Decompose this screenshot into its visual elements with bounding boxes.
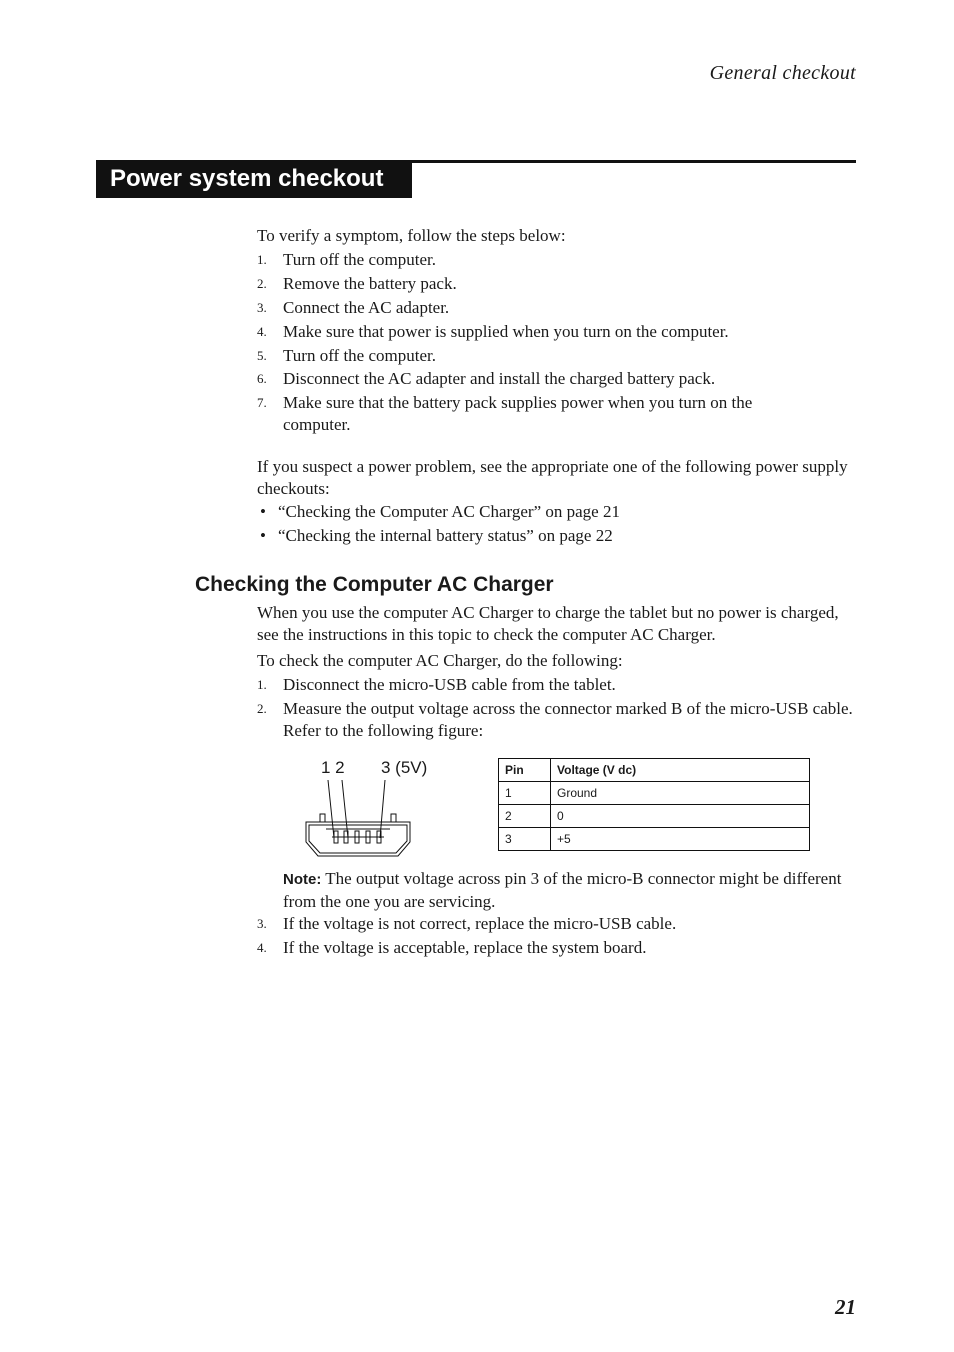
note — [283, 868, 857, 912]
step-number: 5. — [257, 348, 267, 363]
micro-usb-connector-diagram — [298, 778, 418, 860]
step-number: 1. — [257, 252, 267, 267]
table-row — [499, 805, 810, 828]
latch-tab — [320, 814, 325, 822]
suspect-paragraph: If you suspect a power problem, see the appropriate one of the following power supply checkouts: — [257, 457, 848, 498]
step-text: Make sure that the battery pack supplies power when you turn on the computer. — [283, 393, 753, 434]
pin-cell: 3 — [499, 828, 551, 851]
step-number: 7. — [257, 395, 267, 410]
cross-reference-link[interactable]: “Checking the internal battery status” on page 22 — [278, 526, 613, 545]
pin-cell: 1 — [499, 782, 551, 805]
step-number: 6. — [257, 371, 267, 386]
charger-paragraph: When you use the computer AC Charger to charge the tablet but no power is charged, see the instructions in this topic to check the computer AC Charger. — [257, 603, 839, 644]
subsection-heading: Checking the Computer AC Charger — [195, 573, 554, 596]
column-header-voltage: Voltage (V dc) — [551, 759, 810, 782]
step-number: 2. — [257, 276, 267, 291]
step-text: Turn off the computer. — [283, 250, 436, 269]
table-row — [499, 828, 810, 851]
latch-tab — [391, 814, 396, 822]
step-number: 1. — [257, 677, 267, 692]
charger-instructions: To check the computer AC Charger, do the following: — [257, 651, 623, 670]
step-number: 4. — [257, 324, 267, 339]
pin-cell: 2 — [499, 805, 551, 828]
step-number: 3. — [257, 916, 267, 931]
intro-lead: To verify a symptom, follow the steps below: — [257, 226, 566, 245]
bullet-mark: • — [260, 526, 266, 545]
connector-outer-shell — [306, 822, 410, 856]
step-number: 3. — [257, 300, 267, 315]
step-text: Remove the battery pack. — [283, 274, 457, 293]
column-header-pin: Pin — [499, 759, 551, 782]
step-text: Make sure that power is supplied when you turn on the computer. — [283, 322, 729, 341]
step-text: Disconnect the AC adapter and install the charged battery pack. — [283, 369, 716, 388]
table-header-row — [499, 759, 810, 782]
step-text: Turn off the computer. — [283, 346, 436, 365]
running-header: General checkout — [709, 62, 856, 84]
step-text: If the voltage is acceptable, replace the system board. — [283, 938, 647, 957]
note-label: Note: — [283, 871, 322, 888]
pin-voltage-table — [498, 758, 810, 851]
step-number: 4. — [257, 940, 267, 955]
voltage-cell: +5 — [551, 828, 810, 851]
step-text: Measure the output voltage across the connector marked B of the micro-USB cable. Refer to the following figure: — [283, 699, 853, 740]
step-text: Connect the AC adapter. — [283, 298, 450, 317]
figure-label-pin-3: 3 (5V) — [381, 758, 428, 777]
step-text: If the voltage is not correct, replace the micro-USB cable. — [283, 914, 677, 933]
step-text: Disconnect the micro-USB cable from the tablet. — [283, 675, 616, 694]
cross-reference-link[interactable]: “Checking the Computer AC Charger” on page 21 — [278, 502, 620, 521]
voltage-cell: 0 — [551, 805, 810, 828]
table-row — [499, 782, 810, 805]
figure-label-pins-1-2: 1 2 — [321, 758, 345, 777]
page-number: 21 — [835, 1295, 856, 1319]
step-number: 2. — [257, 701, 267, 716]
voltage-cell: Ground — [551, 782, 810, 805]
section-title: Power system checkout — [96, 160, 412, 198]
note-text: The output voltage across pin 3 of the micro-B connector might be different from the one you are servicing. — [283, 869, 842, 911]
bullet-mark: • — [260, 502, 266, 521]
